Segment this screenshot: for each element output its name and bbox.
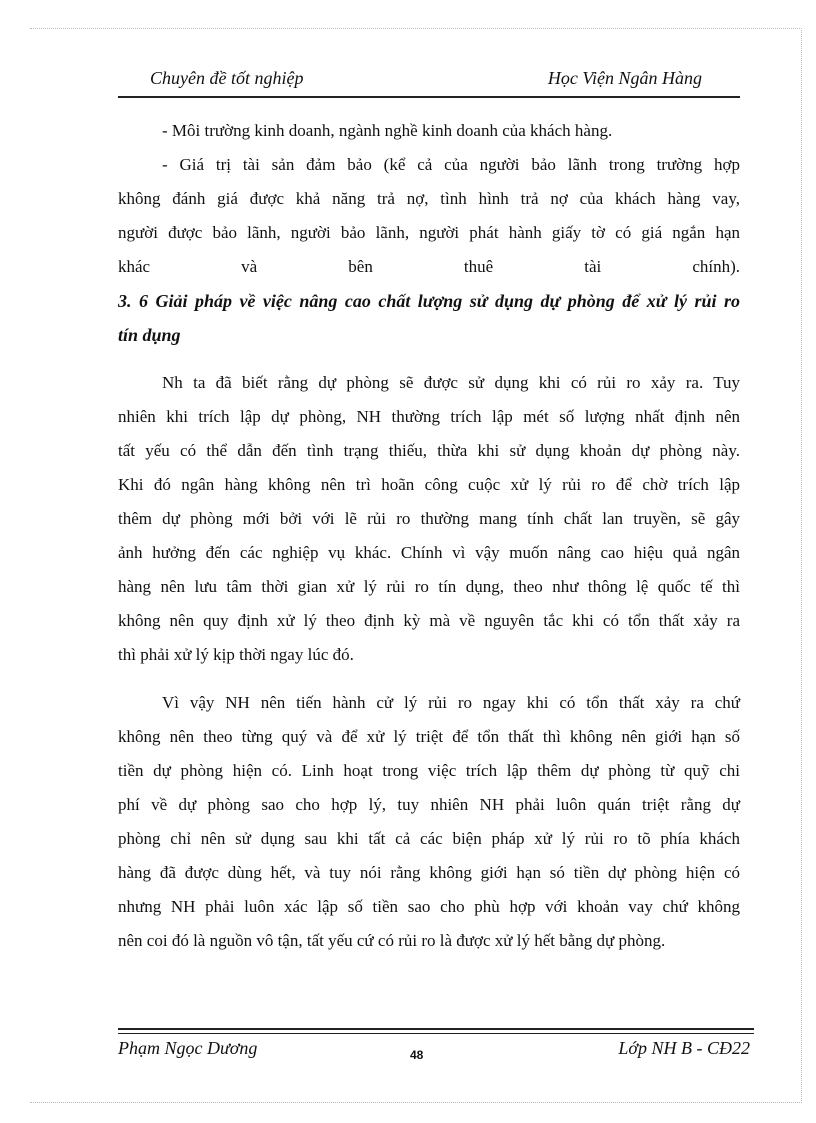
page-border-right (801, 28, 802, 1103)
page-header (118, 68, 740, 96)
paragraph-line: hàng nên lưu tâm thời gian xử lý rủi ro tín dụng, theo như thông lệ quốc tế thì (118, 577, 740, 596)
paragraph-line: phòng chỉ nên sử dụng sau khi tất cả các biện pháp xử lý rủi ro tõ phía khách (118, 829, 740, 848)
paragraph-line: nhiên khi trích lập dự phòng, NH thường trích lập mét số lượng nhất định nên (118, 407, 740, 426)
footer-rule (118, 1028, 754, 1030)
header-document-type: Chuyên đề tốt nghiệp (150, 68, 304, 88)
paragraph-line: thêm dự phòng mới bởi với lẽ rủi ro thường mang tính chất lan truyền, sẽ gây (118, 509, 740, 528)
footer-author: Phạm Ngọc Dương (118, 1038, 258, 1058)
paragraph-line: Vì vậy NH nên tiến hành cử lý rủi ro ngay khi có tổn thất xảy ra chứ (162, 693, 740, 712)
text-line: không đánh giá được khả năng trả nợ, tình hình trả nợ của khách hàng vay, (118, 189, 740, 208)
page-body (118, 114, 740, 958)
footer-rule-thin (118, 1033, 754, 1034)
text-line: người được bảo lãnh, người bảo lãnh, người phát hành giấy tờ có giá ngắn hạn (118, 223, 740, 242)
paragraph-line: nên coi đó là nguồn vô tận, tất yếu cứ có rủi ro là được xử lý hết bằng dự phòng. (118, 931, 666, 950)
paragraph-line: không nên theo từng quý và để xử lý triệt để tổn thất thì không nên giới hạn số (118, 727, 740, 746)
paragraph-line: thì phải xử lý kịp thời ngay lúc đó. (118, 645, 354, 664)
bullet-line: - Giá trị tài sản đảm bảo (kể cả của người bảo lãnh trong trường hợp (162, 155, 740, 174)
paragraph-line: tiền dự phòng hiện có. Linh hoạt trong việc trích lập thêm dự phòng từ quỹ chi (118, 761, 740, 780)
paragraph-line: nhưng NH phải luôn xác lập số tiền sao cho phù hợp với khoản vay chứ không (118, 897, 740, 916)
paragraph-line: Nh ta đã biết rằng dự phòng sẽ được sử dụng khi có rủi ro xảy ra. Tuy (162, 373, 740, 392)
header-institution: Học Viện Ngân Hàng (547, 68, 702, 88)
text-line: khác và bên thuê tài chính). (118, 257, 740, 276)
paragraph-line: tất yếu có thể dẫn đến tình trạng thiếu, thừa khi sử dụng khoản dự phòng này. (118, 441, 740, 460)
bullet-line: - Môi trường kinh doanh, ngành nghề kinh doanh của khách hàng. (162, 121, 613, 140)
paragraph-line: ảnh hưởng đến các nghiệp vụ khác. Chính vì vậy muốn nâng cao hiệu quả ngân (118, 543, 740, 562)
paragraph-line: Khi đó ngân hàng không nên trì hoãn công cuộc xử lý rủi ro để chờ trích lập (118, 475, 740, 494)
paragraph-line: không nên quy định xử lý theo định kỳ mà về nguyên tắc khi có tổn thất xảy ra (118, 611, 740, 630)
footer-class: Lớp NH B - CĐ22 (618, 1038, 750, 1058)
page-border-bottom (30, 1102, 802, 1103)
paragraph-line: phí về dự phòng sao cho hợp lý, tuy nhiên NH phải luôn quán triệt rằng dự (118, 795, 740, 814)
page-border-top (30, 28, 802, 29)
header-rule (118, 96, 740, 98)
page-number: 48 (410, 1048, 424, 1062)
page-footer (118, 1038, 754, 1066)
section-heading: 3. 6 Giải pháp về việc nâng cao chất lượng sử dụng dự phòng để xử lý rủi ro (118, 291, 740, 311)
section-heading-cont: tín dụng (118, 325, 181, 345)
paragraph-line: hàng đã được dùng hết, và tuy nói rằng không giới hạn só tiền dự phòng hiện có (118, 863, 740, 882)
